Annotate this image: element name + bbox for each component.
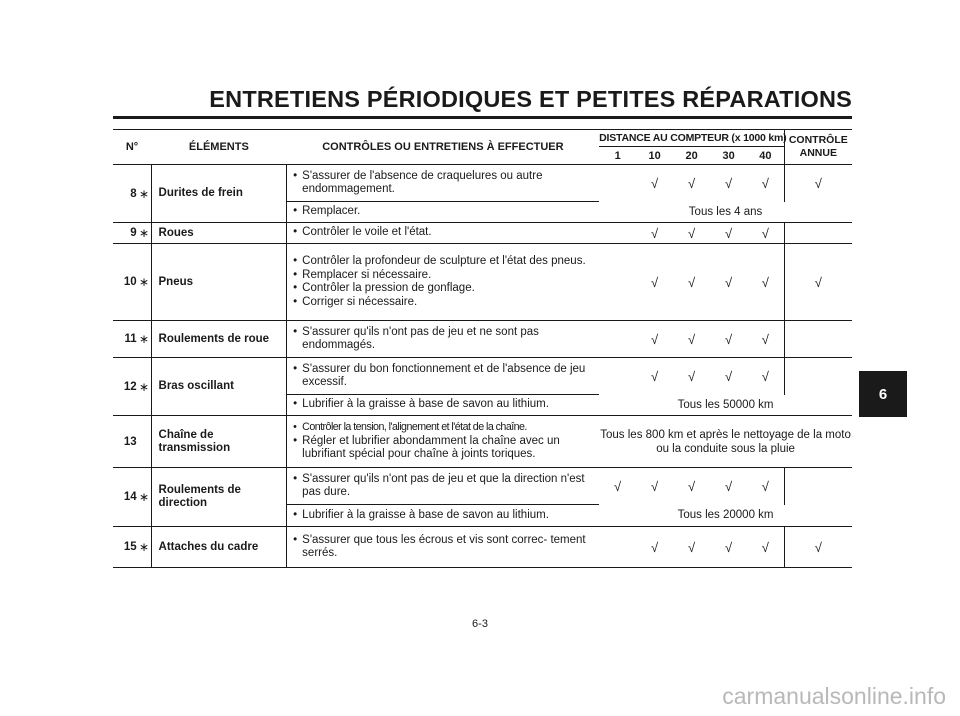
check-mark xyxy=(599,527,636,568)
row-element: Durites de frein xyxy=(151,165,287,223)
check-mark: √ xyxy=(636,321,673,358)
check-mark: √ xyxy=(673,244,710,321)
interval-text: Tous les 800 km et après le nettoyage de la moto ou la conduite sous la pluie xyxy=(599,416,852,468)
check-mark: √ xyxy=(710,165,747,202)
check-mark: √ xyxy=(673,223,710,244)
header-distance: DISTANCE AU COMPTEUR (x 1000 km) xyxy=(599,130,784,147)
check-mark: √ xyxy=(747,244,784,321)
check-mark-annual xyxy=(784,468,852,505)
row-number: 12 xyxy=(113,358,138,416)
check-mark: √ xyxy=(636,358,673,395)
row-checks: • Remplacer. xyxy=(293,205,361,218)
check-mark xyxy=(599,358,636,395)
check-mark-annual xyxy=(784,321,852,358)
check-mark-annual xyxy=(784,223,852,244)
check-mark: √ xyxy=(747,165,784,202)
check-mark: √ xyxy=(673,527,710,568)
star-mark: ∗ xyxy=(138,358,151,416)
page-title: ENTRETIENS PÉRIODIQUES ET PETITES RÉPARATIONS xyxy=(209,86,852,112)
check-mark: √ xyxy=(710,223,747,244)
row-element: Roulements de roue xyxy=(151,321,287,358)
row-number: 10 xyxy=(113,244,138,321)
header-annual: CONTRÔLE ANNUE xyxy=(784,130,852,165)
row-number: 11 xyxy=(113,321,138,358)
chapter-tab: 6 xyxy=(859,371,907,417)
check-mark-annual: √ xyxy=(784,244,852,321)
header-elements: ÉLÉMENTS xyxy=(151,130,287,165)
title-rule xyxy=(113,116,852,119)
star-mark: ∗ xyxy=(138,244,151,321)
check-mark: √ xyxy=(747,223,784,244)
header-distance-col: 20 xyxy=(673,147,710,165)
row-number: 13 xyxy=(113,416,138,468)
row-number: 15 xyxy=(113,527,138,568)
header-distance-col: 10 xyxy=(636,147,673,165)
check-mark: √ xyxy=(673,321,710,358)
interval-text: Tous les 20000 km xyxy=(677,509,774,522)
check-mark-annual xyxy=(784,358,852,395)
row-checks: • Lubrifier à la graisse à base de savon au lithium. xyxy=(293,508,549,521)
row-checks: • Lubrifier à la graisse à base de savon au lithium. xyxy=(293,398,549,411)
row-checks: • S'assurer qu'ils n'ont pas de jeu et que la direction n'est pas dure. xyxy=(287,468,599,505)
check-mark: √ xyxy=(747,527,784,568)
check-mark: √ xyxy=(599,468,636,505)
star-mark: ∗ xyxy=(138,321,151,358)
check-mark: √ xyxy=(673,165,710,202)
row-element: Chaîne de transmission xyxy=(151,416,287,468)
row-element: Bras oscillant xyxy=(151,358,287,416)
check-mark-annual: √ xyxy=(784,165,852,202)
header-distance-col: 30 xyxy=(710,147,747,165)
star-mark: ∗ xyxy=(138,527,151,568)
star-mark xyxy=(138,416,151,468)
check-mark: √ xyxy=(636,244,673,321)
check-mark: √ xyxy=(747,468,784,505)
watermark: carmanualsonline.info xyxy=(722,683,946,709)
row-checks: • S'assurer que tous les écrous et vis sont correc- tement serrés. xyxy=(287,527,599,568)
check-mark: √ xyxy=(636,468,673,505)
row-checks: • Contrôler le voile et l'état. xyxy=(287,223,599,244)
row-number: 8 xyxy=(113,165,138,223)
check-mark: √ xyxy=(747,321,784,358)
check-mark-annual: √ xyxy=(784,527,852,568)
row-element: Attaches du cadre xyxy=(151,527,287,568)
header-number: N° xyxy=(113,130,151,165)
check-mark xyxy=(599,321,636,358)
maintenance-table xyxy=(113,129,852,568)
check-mark: √ xyxy=(636,223,673,244)
header-distance-col: 40 xyxy=(747,147,784,165)
check-mark xyxy=(599,165,636,202)
star-mark: ∗ xyxy=(138,468,151,527)
check-mark: √ xyxy=(710,468,747,505)
check-mark: √ xyxy=(636,527,673,568)
header-distance-col: 1 xyxy=(599,147,636,165)
interval-text: Tous les 50000 km xyxy=(677,398,774,411)
page-number: 6-3 xyxy=(472,618,488,630)
header-checks: CONTRÔLES OU ENTRETIENS À EFFECTUER xyxy=(287,130,599,165)
row-element: Roulements de direction xyxy=(151,468,287,527)
check-mark: √ xyxy=(710,244,747,321)
row-number: 14 xyxy=(113,468,138,527)
check-mark: √ xyxy=(710,358,747,395)
row-checks: • S'assurer qu'ils n'ont pas de jeu et ne sont pas endommagés. xyxy=(287,321,599,358)
row-checks: • S'assurer de l'absence de craquelures ou autre endommagement. xyxy=(287,165,599,202)
star-mark: ∗ xyxy=(138,223,151,244)
interval-text: Tous les 4 ans xyxy=(688,205,763,218)
row-number: 9 xyxy=(113,223,138,244)
check-mark: √ xyxy=(710,527,747,568)
row-checks: • Contrôler la tension, l'alignement et l'état de la chaîne. • Régler et lubrifier abondamment la chaîne avec un lubrifiant spécial pour chaîne à joints toriques. xyxy=(287,416,599,468)
check-mark xyxy=(599,244,636,321)
check-mark xyxy=(599,223,636,244)
check-mark: √ xyxy=(710,321,747,358)
check-mark: √ xyxy=(673,468,710,505)
star-mark: ∗ xyxy=(138,165,151,223)
check-mark: √ xyxy=(673,358,710,395)
row-element: Roues xyxy=(151,223,287,244)
row-checks: • Contrôler la profondeur de sculpture et l'état des pneus. • Remplacer si nécessaire. • Contrôler la pression de gonflage. • Corriger si nécessaire. xyxy=(287,244,599,321)
row-checks: • S'assurer du bon fonctionnement et de l'absence de jeu excessif. xyxy=(287,358,599,395)
row-element: Pneus xyxy=(151,244,287,321)
check-mark: √ xyxy=(636,165,673,202)
check-mark: √ xyxy=(747,358,784,395)
